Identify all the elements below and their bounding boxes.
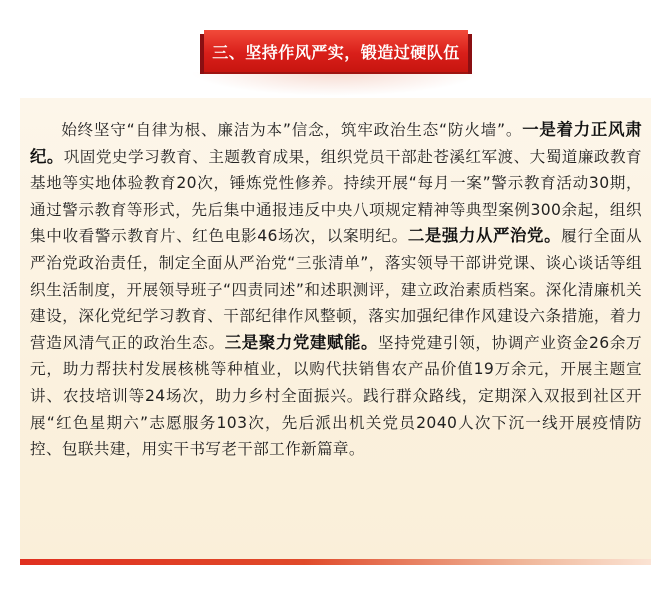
paragraph-heading-1: 一是着力正风肃纪。 bbox=[30, 120, 642, 166]
section-banner bbox=[204, 30, 468, 72]
paragraph-text: 巩固党史学习教育、主题教育成果，组织党员干部赴苍溪红军渡、大蜀道廉政教育基地等实地体验教育20次，锤炼党性修养。持续开展“每月一案”警示教育活动30期，通过警示教育等形式，先后集中通报违反中央八项规定精神等典型案例300余起，组织集中收看警示教育片、红色电影46场次，以案明纪。 bbox=[30, 147, 642, 246]
paragraph-heading-2: 二是强力从严治党。 bbox=[407, 226, 562, 246]
section-title: 三、坚持作风严实，锻造过硬队伍 bbox=[212, 42, 460, 62]
paragraph-text: 履行全面从严治党政治责任，制定全面从严治党“三张清单”，落实领导干部讲党课、谈心谈话等组织生活制度，开展领导班子“四责同述”和述职测评，建立政治素质档案。深化清廉机关建设，深化党纪学习教育、干部纪律作风整顿，落实加强纪律作风建设六条措施，着力营造风清气正的政治生态。 bbox=[30, 227, 642, 352]
paragraph-text: 坚持党建引领，协调产业资金26余万元，助力帮扶村发展核桃等种植业，以购代扶销售农产品价值19万余元，开展主题宣讲、农技培训等24场次，助力乡村全面振兴。践行群众路线，定期深入双报到社区开展“红色星期六”志愿服务103次，先后派出机关党员2040人次下沉一线开展疫情防控、包联共建，用实干书写老干部工作新篇章。 bbox=[30, 333, 643, 459]
body-paragraph bbox=[30, 117, 642, 463]
content-box bbox=[20, 98, 651, 559]
paragraph-text: 始终坚守“自律为根、廉洁为本”信念，筑牢政治生态“防火墙”。 bbox=[61, 121, 523, 139]
bottom-divider-bar bbox=[20, 559, 651, 565]
paragraph-heading-3: 三是聚力党建赋能。 bbox=[224, 332, 379, 352]
section-header bbox=[200, 30, 472, 74]
banner-shadow bbox=[190, 72, 482, 96]
